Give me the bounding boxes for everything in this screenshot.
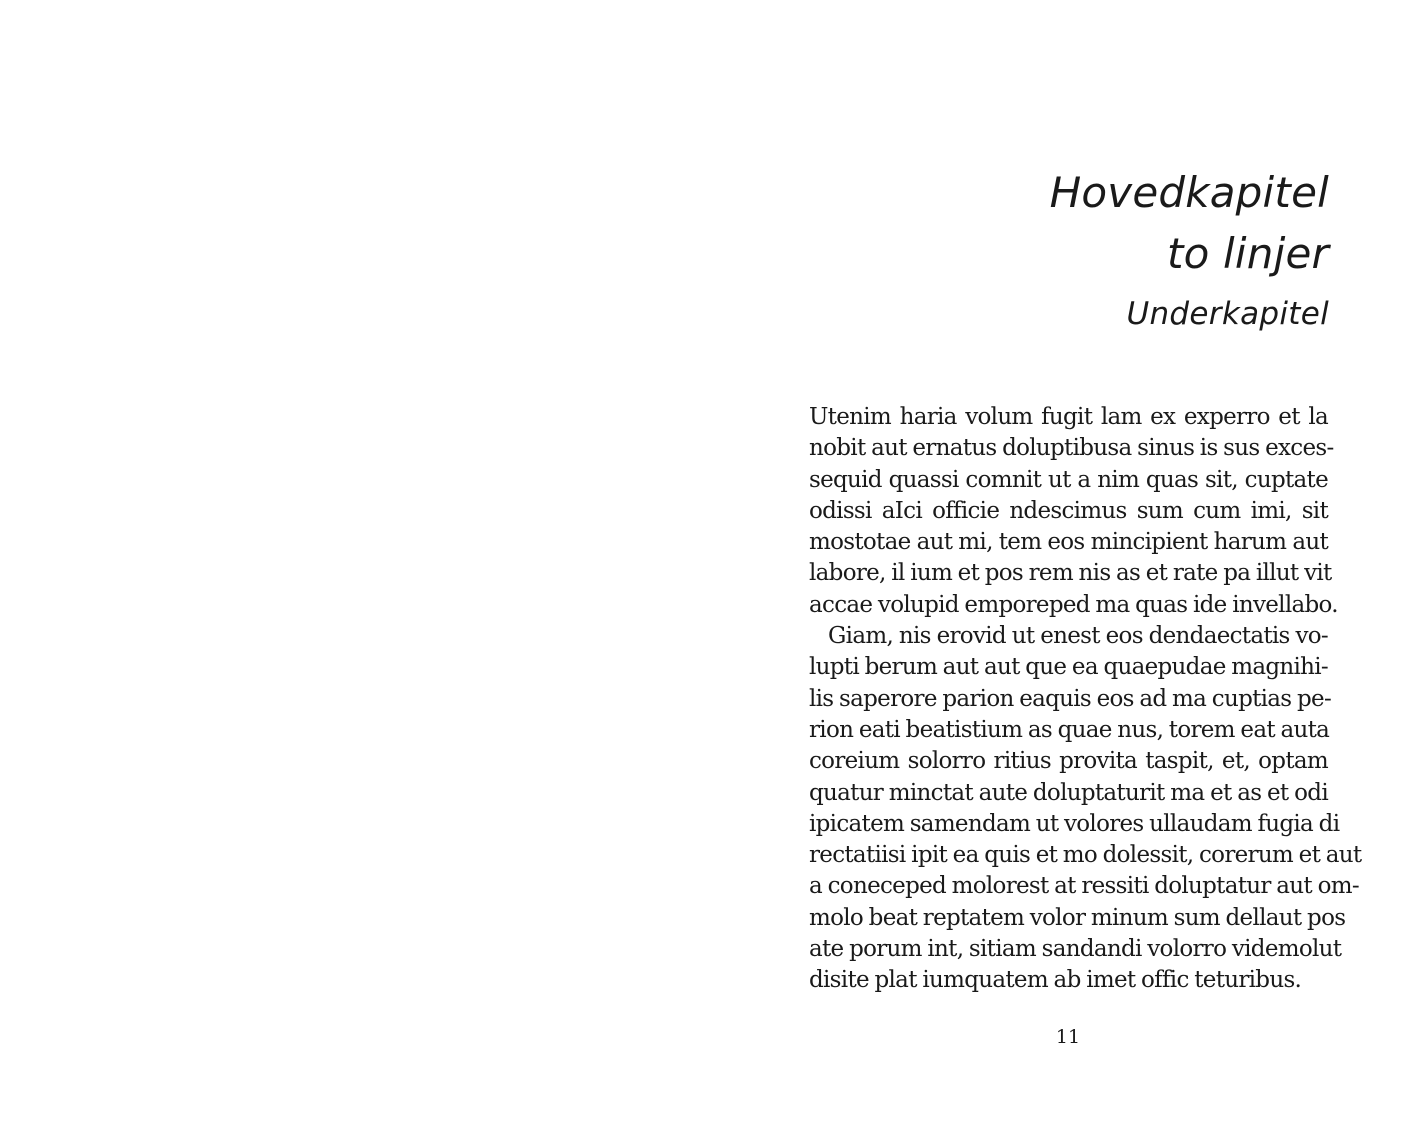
- text-line: coreium solorro ritius provita taspit, et, optam: [809, 748, 1328, 775]
- text-line: lupti berum aut aut que ea quaepudae magnihi-: [809, 654, 1328, 681]
- text-line: odissi aIci officie ndescimus sum cum imi, sit: [809, 497, 1328, 524]
- text-line: ate porum int, sitiam sandandi volorro videmolut: [809, 936, 1342, 963]
- chapter-title-line-1: Hovedkapitel: [1049, 168, 1329, 217]
- text-line: mostotae aut mi, tem eos mincipient harum aut: [809, 529, 1328, 556]
- text-line: Giam, nis erovid ut enest eos dendaectatis vo-: [828, 623, 1328, 650]
- heading-block: [1050, 162, 1329, 336]
- text-line: a coneceped molorest at ressiti doluptatur aut om-: [809, 873, 1359, 900]
- right-page: [708, 0, 1417, 1122]
- text-line: rion eati beatistium as quae nus, torem eat auta: [809, 716, 1330, 743]
- text-line: molo beat reptatem volor minum sum dellaut pos: [809, 904, 1346, 931]
- text-line: nobit aut ernatus doluptibusa sinus is sus exces-: [809, 435, 1334, 462]
- paragraph-2: [809, 621, 1362, 997]
- text-line: sequid quassi comnit ut a nim quas sit, cuptate: [809, 466, 1328, 493]
- page-number: 11: [1055, 1026, 1081, 1048]
- chapter-title-line-2: to linjer: [1166, 229, 1329, 278]
- text-line: Utenim haria volum fugit lam ex experro et la: [809, 404, 1328, 430]
- text-line: accae volupid emporeped ma quas ide invellabo.: [809, 591, 1338, 618]
- text-line: quatur minctat aute doluptaturit ma et as et odi: [809, 779, 1328, 806]
- left-page-blank: [0, 0, 708, 1122]
- text-line: rectatiisi ipit ea quis et mo dolessit, corerum et aut: [809, 842, 1362, 869]
- text-line: labore, il ium et pos rem nis as et rate pa illut vit: [809, 560, 1332, 587]
- chapter-title: [1050, 162, 1329, 284]
- paragraph-1: [809, 402, 1338, 621]
- text-line: disite plat iumquatem ab imet offic teturibus.: [809, 967, 1302, 994]
- subchapter-title: Underkapitel: [1126, 296, 1329, 332]
- text-line: lis saperore parion eaquis eos ad ma cuptias pe-: [809, 685, 1332, 712]
- text-line: ipicatem samendam ut volores ullaudam fugia di: [809, 810, 1340, 837]
- body-text: [809, 402, 1362, 997]
